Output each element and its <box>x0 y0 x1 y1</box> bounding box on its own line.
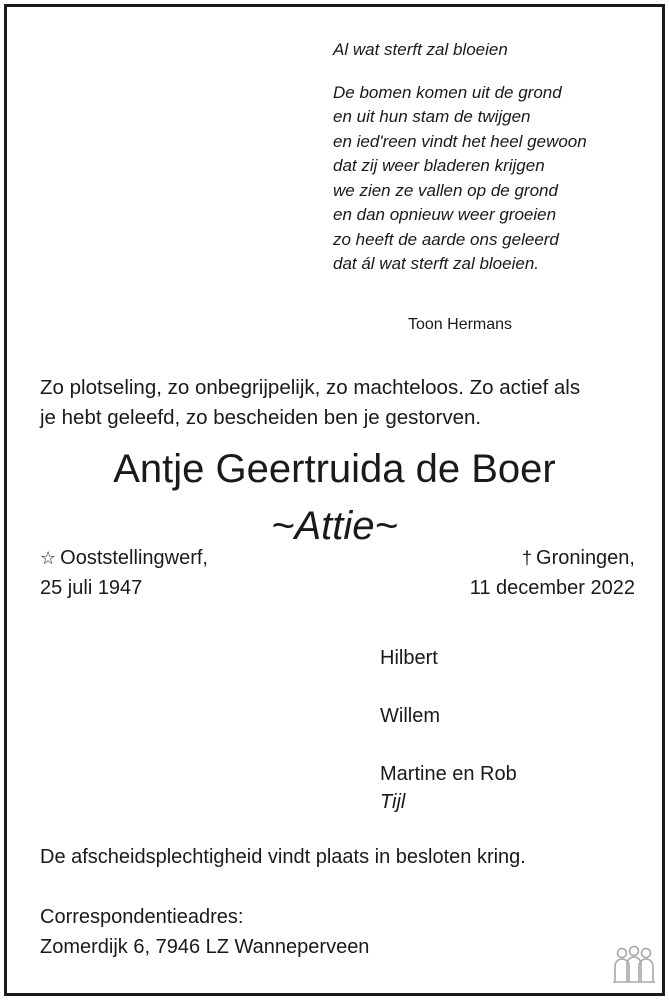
poem-line: dat ál wat sterft zal bloeien. <box>333 254 540 273</box>
ceremony-text: De afscheidsplechtigheid vindt plaats in besloten kring. <box>40 846 526 868</box>
grandchild: Tijl <box>380 791 406 813</box>
poem-line: en uit hun stam de twijgen <box>333 107 531 126</box>
birth-place: Ooststellingwerf, <box>60 547 208 569</box>
deceased-nickname: ~Attie~ <box>271 504 398 548</box>
poem-line: we zien ze vallen op de grond <box>333 180 558 200</box>
intro-line-1: Zo plotseling, zo onbegrijpelijk, zo machteloos. Zo actief als <box>40 376 581 399</box>
poem-line: en dan opnieuw weer groeien <box>333 205 557 224</box>
people-group-icon <box>610 944 658 984</box>
birth-info <box>40 543 208 603</box>
intro-text <box>40 373 640 433</box>
poem-line: en ied'reen vindt het heel gewoon <box>333 131 587 151</box>
poem-title: Al wat sterft zal bloeien <box>333 40 508 59</box>
death-place: Groningen, <box>536 547 635 569</box>
star-icon: ☆ <box>40 548 57 568</box>
family-member: Martine en Rob <box>380 763 517 785</box>
poem-line: dat zij weer bladeren krijgen <box>333 156 545 175</box>
intro-line-2: je hebt geleefd, zo bescheiden ben je gestorven. <box>40 406 482 429</box>
poem-line: zo heeft de aarde ons geleerd <box>333 229 559 249</box>
family-list <box>380 644 517 816</box>
address-line: Zomerdijk 6, 7946 LZ Wanneperveen <box>40 936 370 958</box>
correspondence-address <box>40 902 369 962</box>
deceased-name: Antje Geertruida de Boer <box>113 447 556 491</box>
cross-icon: † <box>522 548 533 568</box>
birth-date: 25 juli 1947 <box>40 577 143 599</box>
poem <box>333 38 653 277</box>
poem-author: Toon Hermans <box>408 316 513 333</box>
poem-line: De bomen komen uit de grond <box>333 82 562 102</box>
death-info <box>470 543 635 603</box>
death-date: 11 december 2022 <box>469 577 635 599</box>
address-label: Correspondentieadres: <box>40 906 244 928</box>
family-member: Willem <box>380 705 440 727</box>
family-member: Hilbert <box>380 647 438 669</box>
